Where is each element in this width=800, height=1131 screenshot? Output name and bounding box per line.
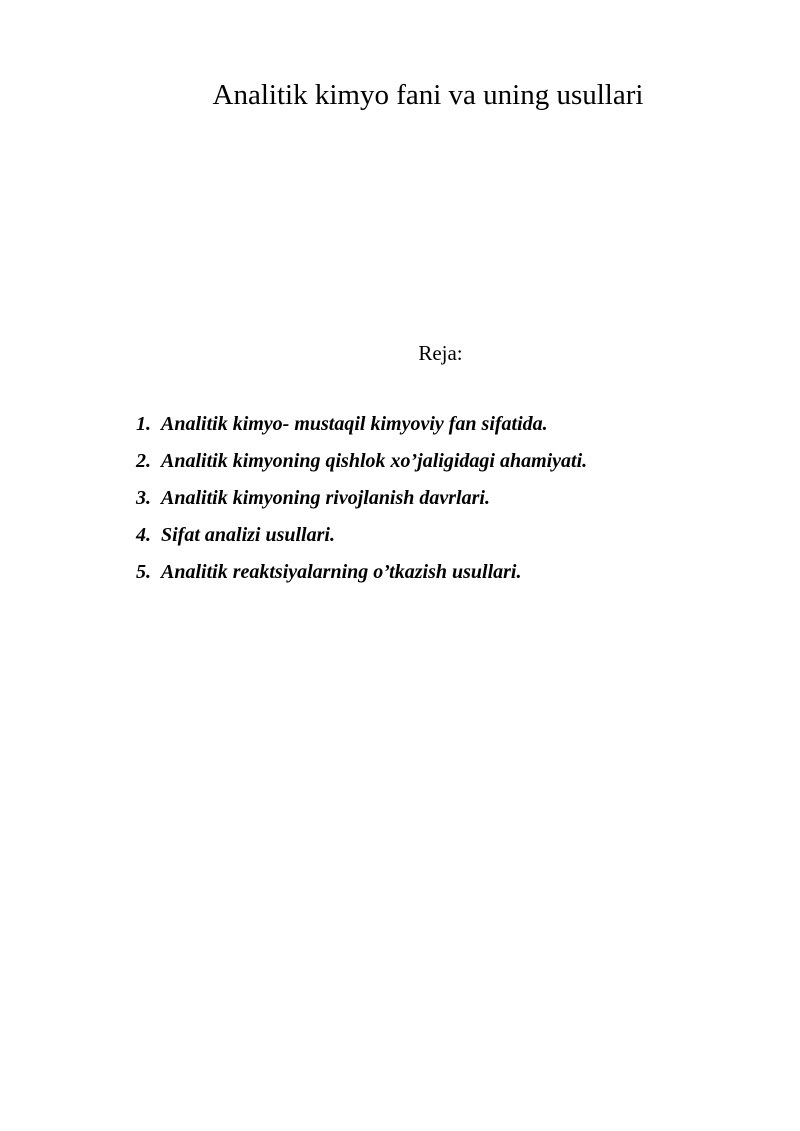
plan-item-text: Analitik kimyoning qishlok xo’jaligidagi ahamiyati.: [161, 450, 588, 472]
plan-item: [136, 557, 587, 594]
plan-item-text: Analitik kimyo- mustaqil kimyoviy fan sifatida.: [161, 413, 548, 435]
plan-heading: Reja:: [418, 341, 463, 365]
plan-item-number: 5.: [136, 561, 151, 583]
plan-item-text: Analitik kimyoning rivojlanish davrlari.: [161, 487, 490, 509]
plan-list: [136, 409, 587, 594]
plan-item-text: Analitik reaktsiyalarning o’tkazish usullari.: [161, 561, 522, 583]
document-title: Analitik kimyo fani va uning usullari: [212, 79, 644, 111]
plan-item-number: 2.: [136, 450, 151, 472]
plan-item-number: 3.: [136, 487, 151, 509]
plan-item-number: 1.: [136, 413, 151, 435]
plan-item: [136, 483, 587, 520]
plan-item-number: 4.: [136, 524, 151, 546]
plan-item: [136, 520, 587, 557]
plan-item-text: Sifat analizi usullari.: [161, 524, 335, 546]
plan-item: [136, 446, 587, 483]
plan-item: [136, 409, 587, 446]
